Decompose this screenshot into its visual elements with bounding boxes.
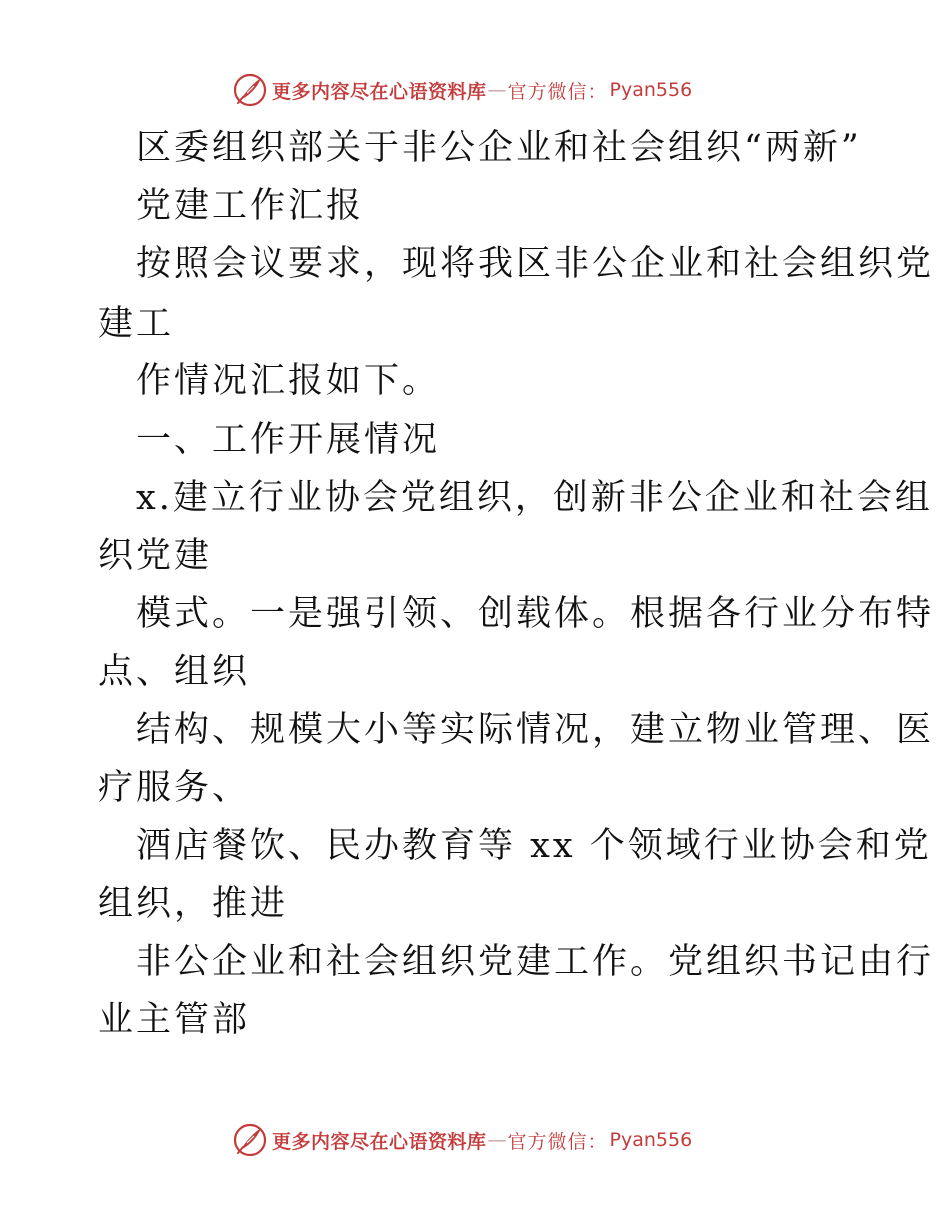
header-banner — [232, 72, 692, 108]
banner-wechat-id: Pyan556 — [609, 79, 693, 101]
paragraph-line: x.建立行业协会党组织，创新非公企业和社会组 — [136, 478, 933, 518]
paragraph-line: 作情况汇报如下。 — [136, 361, 441, 401]
banner-separator: — — [487, 1129, 507, 1151]
paragraph-line: 组织，推进 — [98, 884, 289, 924]
document-title-line-2: 党建工作汇报 — [136, 186, 365, 226]
banner-wechat-label: 官方微信： — [507, 80, 608, 103]
banner-brand-text: 更多内容尽在心语资料库 — [272, 80, 487, 103]
paragraph-line: 业主管部 — [98, 1000, 251, 1040]
paragraph-line: 织党建 — [98, 536, 213, 576]
paragraph-line: 点、组织 — [98, 652, 251, 692]
paragraph-line: 按照会议要求，现将我区非公企业和社会组织党 — [136, 244, 935, 284]
paragraph-line: 结构、规模大小等实际情况，建立物业管理、医 — [136, 710, 935, 750]
paragraph-line: 模式。一是强引领、创载体。根据各行业分布特 — [136, 594, 935, 634]
paragraph-line: 酒店餐饮、民办教育等 xx 个领域行业协会和党 — [136, 826, 932, 866]
quill-pen-logo-icon — [232, 72, 268, 108]
banner-wechat-id: Pyan556 — [609, 1129, 693, 1151]
section-heading: 一、工作开展情况 — [136, 420, 441, 460]
document-title-line-1: 区委组织部关于非公企业和社会组织“两新” — [136, 128, 862, 168]
paragraph-line: 建工 — [98, 304, 175, 344]
banner-brand-text: 更多内容尽在心语资料库 — [272, 1130, 487, 1153]
quill-pen-logo-icon — [232, 1122, 268, 1158]
banner-separator: — — [487, 79, 507, 101]
banner-wechat-label: 官方微信： — [507, 1130, 608, 1153]
paragraph-line: 非公企业和社会组织党建工作。党组织书记由行 — [136, 942, 935, 982]
footer-banner — [232, 1122, 692, 1158]
paragraph-line: 疗服务、 — [98, 768, 251, 808]
